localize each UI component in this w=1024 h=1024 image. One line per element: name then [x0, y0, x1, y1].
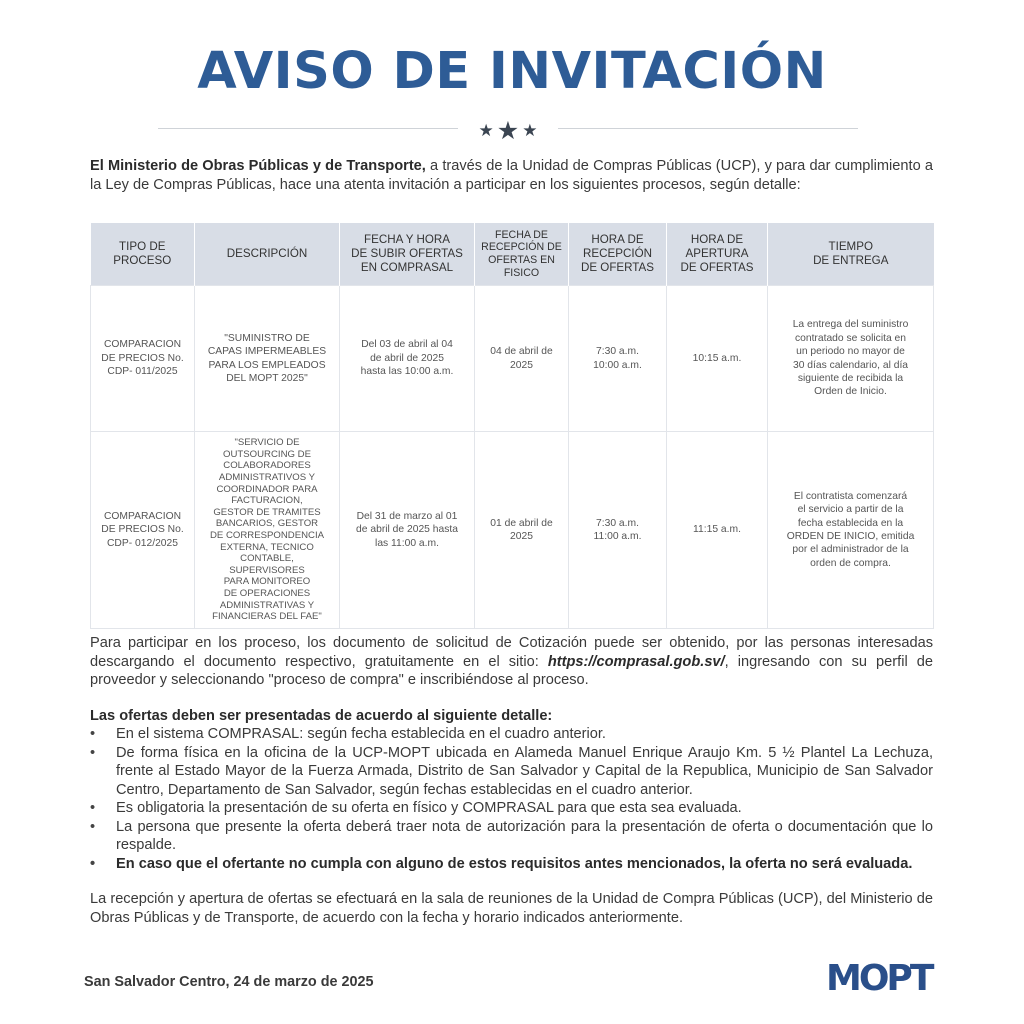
star-icon: ★ — [522, 121, 538, 140]
table-row — [91, 432, 934, 629]
footer-date: San Salvador Centro, 24 de marzo de 2025 — [84, 974, 374, 990]
page-title: AVISO DE INVITACIÓN — [197, 42, 827, 101]
cell-descripcion: "SUMINISTRO DE CAPAS IMPERMEABLES PARA LOS EMPLEADOS DEL MOPT 2025" — [195, 286, 340, 432]
requirements-list — [90, 725, 933, 873]
divider-line-left — [158, 128, 458, 129]
star-icon: ★ — [496, 117, 520, 145]
process-table — [90, 223, 934, 629]
cell-fecha-comprasal: Del 31 de marzo al 01 de abril de 2025 hasta las 11:00 a.m. — [340, 432, 475, 629]
cell-fecha-fisico: 04 de abril de 2025 — [475, 286, 569, 432]
list-item: • Es obligatoria la presentación de su oferta en físico y COMPRASAL para que esta sea evaluada. — [90, 799, 933, 818]
title-divider — [158, 116, 858, 145]
comprasal-link[interactable]: https://comprasal.gob.sv/ — [547, 653, 725, 670]
participation-text-end: , ingresando con su perfil de proveedor y seleccionando "proceso de compra" e inscribiéndose al proceso. — [90, 653, 933, 688]
cell-hora-recepcion: 7:30 a.m. 10:00 a.m. — [569, 286, 667, 432]
cell-hora-recepcion: 7:30 a.m. 11:00 a.m. — [569, 432, 667, 629]
list-item: • De forma física en la oficina de la UCP-MOPT ubicada en Alameda Manuel Enrique Araujo Km. 5 ½ Plantel La Lechuza, frente al Estado Mayor de la Fuerza Armada, Distrito de San Salvador y Capital de la Republica, Municipio de San Salvador Centro, Departamento de San Salvador, según fechas establecidas en el cuadro anterior. — [90, 744, 933, 800]
column-header: DESCRIPCIÓN — [195, 223, 340, 286]
participation-text: Para participar en los proceso, los documento de solicitud de Cotización puede ser obtenido, por las personas interesadas descargando el documento respectivo, gratuitamente en el sitio: — [90, 635, 933, 670]
ministry-name: El Ministerio de Obras Públicas y de Transporte, — [90, 158, 426, 174]
cell-tipo: COMPARACION DE PRECIOS No. CDP- 011/2025 — [91, 286, 195, 432]
table-row — [91, 286, 934, 432]
divider-line-right — [558, 128, 858, 129]
column-header: TIPO DE PROCESO — [91, 223, 195, 286]
participation-paragraph — [90, 634, 933, 690]
cell-fecha-comprasal: Del 03 de abril al 04 de abril de 2025 hasta las 10:00 a.m. — [340, 286, 475, 432]
column-header: FECHA Y HORA DE SUBIR OFERTAS EN COMPRASAL — [340, 223, 475, 286]
table-header-row — [91, 223, 934, 286]
star-icon: ★ — [478, 121, 494, 140]
cell-fecha-fisico: 01 de abril de 2025 — [475, 432, 569, 629]
cell-tipo: COMPARACION DE PRECIOS No. CDP- 012/2025 — [91, 432, 195, 629]
intro-paragraph — [90, 157, 933, 194]
stars-icon — [464, 116, 552, 146]
cell-tiempo-entrega: La entrega del suministro contratado se solicita en un periodo no mayor de 30 días calendario, al día siguiente de recibida la Orden de Inicio. — [768, 286, 934, 432]
cell-descripcion: "SERVICIO DE OUTSOURCING DE COLABORADORES ADMINISTRATIVOS Y COORDINADOR PARA FACTURACION, GESTOR DE TRAMITES BANCARIOS, GESTOR DE CORRESPONDENCIA EXTERNA, TECNICO CONTABLE, SUPERVISORES PARA MONITOREO DE OPERACIONES ADMINISTRATIVAS Y FINANCIERAS DEL FAE" — [195, 432, 340, 629]
cell-hora-apertura: 10:15 a.m. — [667, 286, 768, 432]
intro-text: a través de la Unidad de Compras Públicas (UCP), y para dar cumplimiento a la Ley de Compras Públicas, hace una atenta invitación a participar en los siguientes procesos, según detalle: — [90, 158, 933, 193]
list-item: • En el sistema COMPRASAL: según fecha establecida en el cuadro anterior. — [90, 725, 933, 744]
closing-paragraph: La recepción y apertura de ofertas se efectuará en la sala de reuniones de la Unidad de Compra Públicas (UCP), del Ministerio de Obras Públicas y de Transporte, de acuerdo con la fecha y horario indicados anteriormente. — [90, 891, 933, 926]
list-item: • En caso que el ofertante no cumpla con alguno de estos requisitos antes mencionados, la oferta no será evaluada. — [90, 855, 933, 874]
column-header: TIEMPO DE ENTREGA — [768, 223, 934, 286]
column-header: HORA DE APERTURA DE OFERTAS — [667, 223, 768, 286]
cell-tiempo-entrega: El contratista comenzará el servicio a partir de la fecha establecida en la ORDEN DE INICIO, emitida por el administrador de la orden de compra. — [768, 432, 934, 629]
mopt-logo: MOPT — [826, 958, 932, 999]
cell-hora-apertura: 11:15 a.m. — [667, 432, 768, 629]
list-item: • La persona que presente la oferta deberá traer nota de autorización para la presentación de oferta o documentación que lo respalde. — [90, 818, 933, 855]
column-header: HORA DE RECEPCIÓN DE OFERTAS — [569, 223, 667, 286]
requirements-title: Las ofertas deben ser presentadas de acuerdo al siguiente detalle: — [90, 708, 553, 724]
column-header: FECHA DE RECEPCIÓN DE OFERTAS EN FISICO — [475, 223, 569, 286]
